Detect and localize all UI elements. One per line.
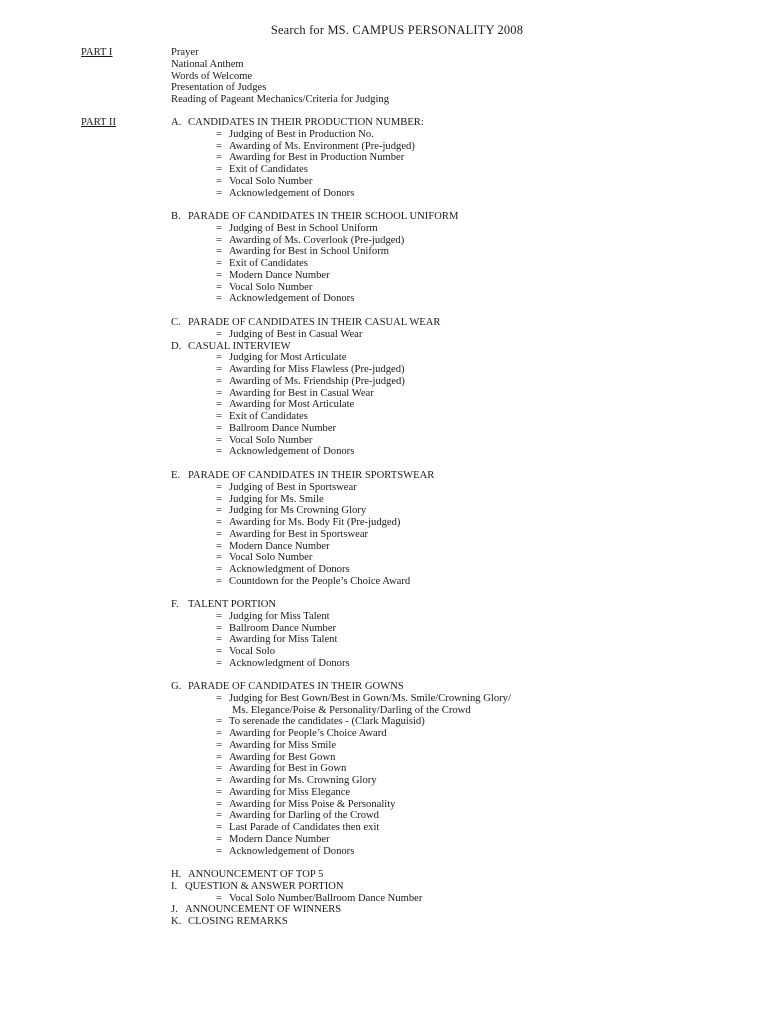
section-letter: C. bbox=[171, 317, 181, 328]
list-item: = Awarding of Ms. Friendship (Pre-judged) bbox=[216, 375, 405, 387]
list-item: = Awarding for Best in Production Number bbox=[216, 152, 405, 164]
section-title: ANNOUNCEMENT OF WINNERS bbox=[185, 904, 342, 916]
list-item: = Exit of Candidates bbox=[216, 164, 308, 175]
section-g bbox=[171, 681, 731, 857]
part-1-item: Prayer bbox=[171, 47, 199, 58]
part-1-label: PART I bbox=[81, 47, 113, 58]
list-item: = Acknowledgment of Donors bbox=[216, 657, 350, 669]
section-a bbox=[171, 117, 731, 199]
section-title: PARADE OF CANDIDATES IN THEIR CASUAL WEAR bbox=[188, 317, 441, 328]
list-item: = Awarding for Most Articulate bbox=[216, 399, 355, 411]
part-2-label: PART II bbox=[81, 117, 116, 128]
list-item: = Ballroom Dance Number bbox=[216, 622, 337, 634]
section-letter: J. bbox=[171, 904, 178, 916]
section-letter: A. bbox=[171, 117, 182, 128]
section-heading bbox=[171, 681, 731, 693]
list-item: = Judging of Best in Sportswear bbox=[216, 481, 357, 493]
section-title: CANDIDATES IN THEIR PRODUCTION NUMBER: bbox=[188, 117, 424, 128]
list-item: = Acknowledgment of Donors bbox=[216, 564, 350, 575]
list-item: = Judging of Best in School Uniform bbox=[216, 222, 378, 234]
section-title: CASUAL INTERVIEW bbox=[188, 340, 291, 352]
list-item: = Awarding for Best in Sportswear bbox=[216, 528, 369, 540]
part-1-item: Presentation of Judges bbox=[171, 82, 267, 94]
list-item: = Awarding for People’s Choice Award bbox=[216, 728, 387, 739]
section-heading bbox=[171, 599, 731, 611]
section-heading bbox=[171, 211, 731, 223]
section-heading bbox=[171, 881, 731, 893]
list-item: = Awarding for Miss Talent bbox=[216, 634, 338, 646]
list-item: = Judging of Best in Production No. bbox=[216, 128, 374, 140]
section-heading bbox=[171, 117, 731, 129]
section-b bbox=[171, 211, 731, 305]
list-item: = Modern Dance Number bbox=[216, 269, 330, 281]
section-letter: B. bbox=[171, 211, 181, 222]
section-title: PARADE OF CANDIDATES IN THEIR SCHOOL UNIFORM bbox=[188, 211, 459, 222]
section-heading bbox=[171, 916, 731, 928]
list-item: = Awarding for Miss Flawless (Pre-judged) bbox=[216, 364, 405, 375]
section-heading bbox=[171, 869, 731, 881]
list-item: = Acknowledgement of Donors bbox=[216, 845, 355, 857]
list-item: = Vocal Solo Number bbox=[216, 175, 313, 187]
list-item: = Judging for Ms. Smile bbox=[216, 493, 324, 505]
list-item: = Awarding for Darling of the Crowd bbox=[216, 810, 379, 822]
list-item: = Modern Dance Number bbox=[216, 833, 330, 845]
section-letter: I. bbox=[171, 880, 178, 892]
document-title: Search for MS. CAMPUS PERSONALITY 2008 bbox=[270, 23, 524, 37]
list-item: = Judging for Miss Talent bbox=[216, 610, 330, 622]
list-item: = Modern Dance Number bbox=[216, 540, 330, 552]
section-heading bbox=[171, 341, 731, 353]
section-letter: K. bbox=[171, 916, 182, 927]
list-item: = Awarding for Best in Gown bbox=[216, 763, 347, 775]
section-c-d bbox=[171, 317, 731, 458]
list-item: = Vocal Solo Number bbox=[216, 434, 313, 446]
section-title: ANNOUNCEMENT OF TOP 5 bbox=[188, 869, 324, 880]
list-item: = Vocal Solo Number bbox=[216, 552, 313, 564]
section-heading bbox=[171, 317, 731, 329]
list-item: = Awarding of Ms. Coverlook (Pre-judged) bbox=[216, 234, 405, 246]
list-item: = Acknowledgement of Donors bbox=[216, 446, 355, 458]
section-letter: D. bbox=[171, 340, 182, 352]
list-item: = Awarding of Ms. Environment (Pre-judged) bbox=[216, 140, 415, 152]
section-title: PARADE OF CANDIDATES IN THEIR SPORTSWEAR bbox=[188, 470, 435, 481]
list-item: = Awarding for Miss Elegance bbox=[216, 786, 351, 798]
section-title: CLOSING REMARKS bbox=[188, 916, 288, 927]
part-1-list bbox=[171, 47, 731, 106]
section-title: PARADE OF CANDIDATES IN THEIR GOWNS bbox=[188, 681, 404, 692]
list-item: = Awarding for Best in Casual Wear bbox=[216, 387, 374, 399]
section-heading bbox=[171, 904, 731, 916]
list-item: = Countdown for the People’s Choice Award bbox=[216, 575, 411, 587]
list-item: = Vocal Solo bbox=[216, 646, 276, 657]
part-1-item: Reading of Pageant Mechanics/Criteria for Judging bbox=[171, 94, 389, 105]
list-item: = Vocal Solo Number/Ballroom Dance Number bbox=[216, 892, 423, 904]
section-title: TALENT PORTION bbox=[188, 599, 277, 610]
list-item: = Awarding for Best Gown bbox=[216, 751, 336, 763]
section-heading bbox=[171, 470, 731, 482]
list-item: = Judging for Most Articulate bbox=[216, 352, 347, 364]
section-letter: H. bbox=[171, 869, 182, 880]
section-letter: E. bbox=[171, 470, 181, 481]
list-item: = Awarding for Ms. Crowning Glory bbox=[216, 775, 377, 786]
section-title: QUESTION & ANSWER PORTION bbox=[185, 880, 344, 892]
list-item: = To serenade the candidates - (Clark Maguisid) bbox=[216, 716, 425, 728]
section-f bbox=[171, 599, 731, 670]
section-e bbox=[171, 470, 731, 588]
list-item: = Last Parade of Candidates then exit bbox=[216, 822, 380, 833]
list-item: = Vocal Solo Number bbox=[216, 281, 313, 293]
list-item: = Awarding for Ms. Body Fit (Pre-judged) bbox=[216, 517, 401, 528]
section-letter: F. bbox=[171, 599, 179, 610]
list-item: = Judging for Best Gown/Best in Gown/Ms. Smile/Crowning Glory/ bbox=[216, 692, 511, 704]
section-letter: G. bbox=[171, 681, 182, 692]
list-item-continuation: Ms. Elegance/Poise & Personality/Darling of the Crowd bbox=[232, 704, 471, 716]
section-h-k bbox=[171, 869, 731, 928]
list-item: = Awarding for Best in School Uniform bbox=[216, 246, 389, 258]
list-item: = Awarding for Miss Smile bbox=[216, 739, 337, 751]
list-item: = Awarding for Miss Poise & Personality bbox=[216, 798, 396, 810]
part-1-item: National Anthem bbox=[171, 58, 244, 70]
list-item: = Exit of Candidates bbox=[216, 258, 308, 269]
list-item: = Acknowledgement of Donors bbox=[216, 293, 355, 305]
list-item: = Judging of Best in Casual Wear bbox=[216, 328, 363, 340]
list-item: = Ballroom Dance Number bbox=[216, 422, 337, 434]
list-item: = Judging for Ms Crowning Glory bbox=[216, 505, 367, 517]
list-item: = Exit of Candidates bbox=[216, 411, 308, 422]
list-item: = Acknowledgement of Donors bbox=[216, 187, 355, 199]
part-1-item: Words of Welcome bbox=[171, 70, 253, 82]
